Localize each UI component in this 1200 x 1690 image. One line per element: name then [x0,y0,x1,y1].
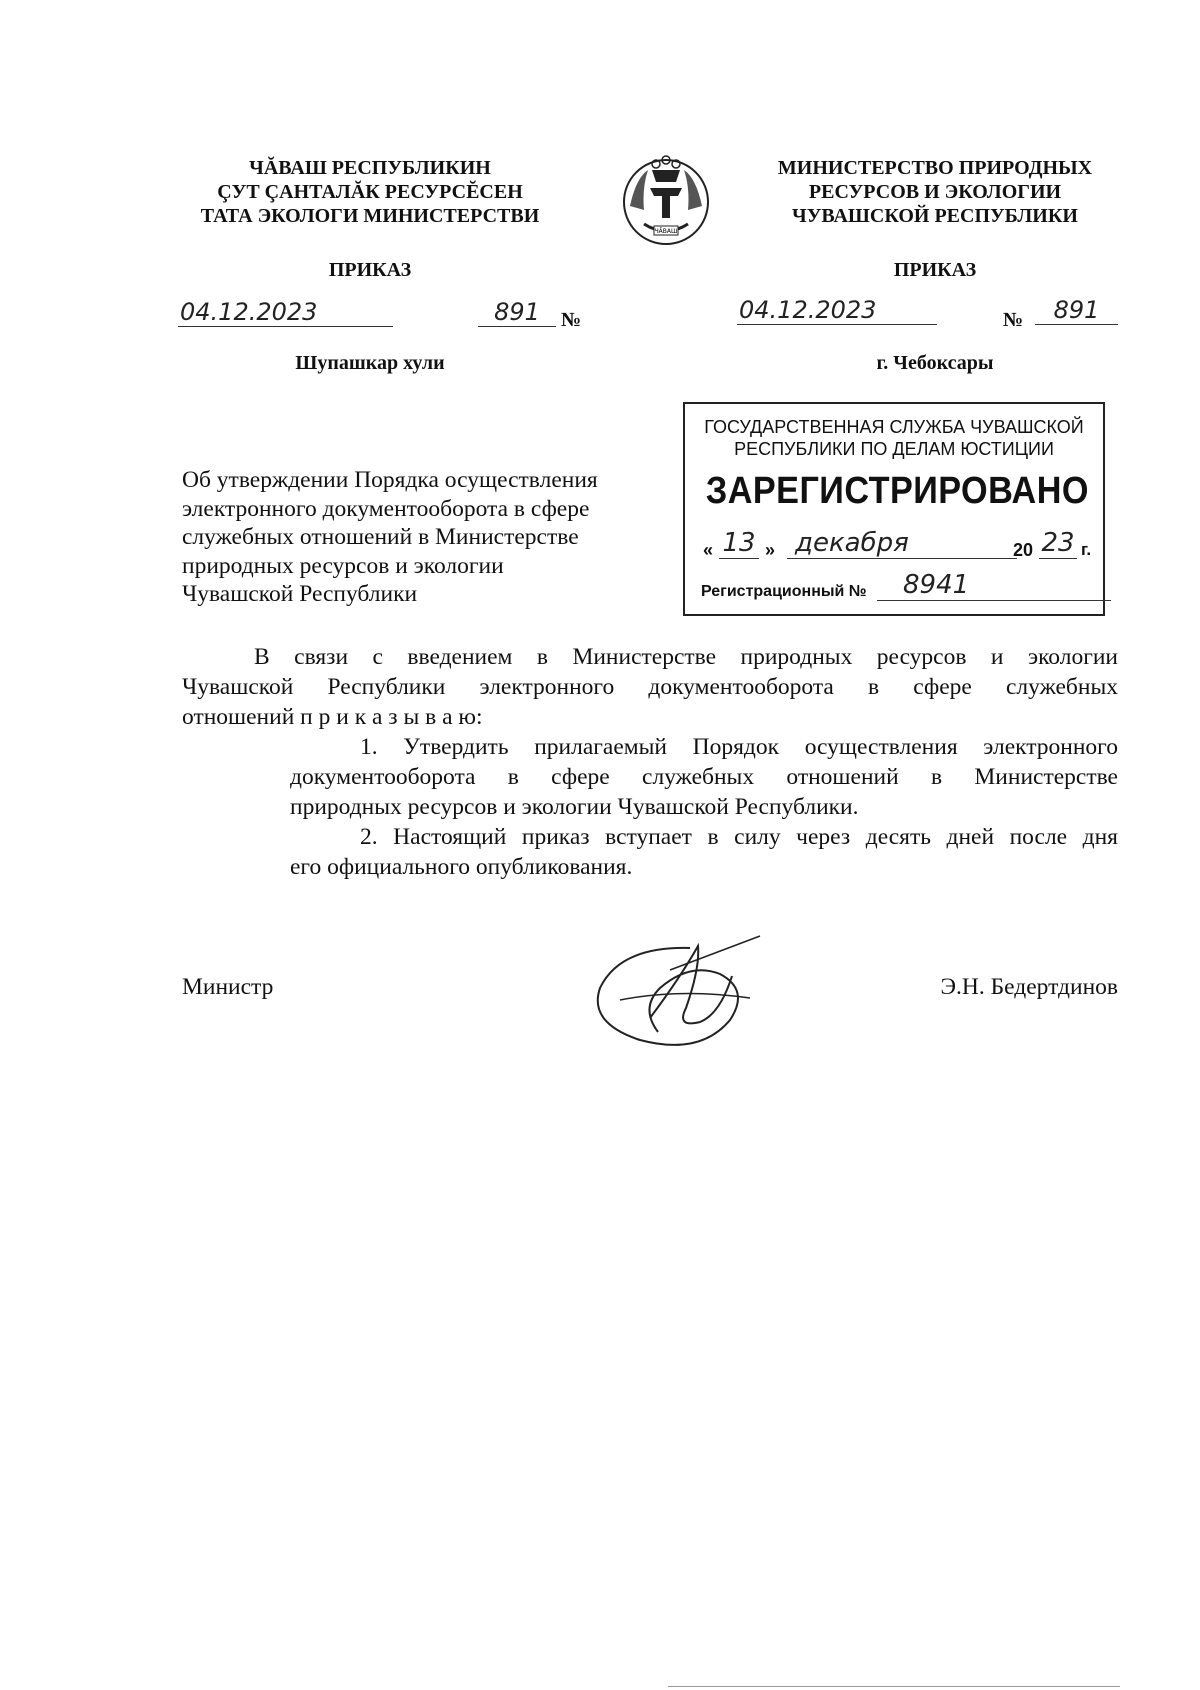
intro-line: отношений п р и к а з ы в а ю: [182,704,483,730]
item-line: 2. Настоящий приказ вступает в силу через десять дней после дня [360,824,1118,850]
header-left-number-sign: № [561,309,582,331]
header-right-line: РЕСУРСОВ И ЭКОЛОГИИ [808,181,1062,203]
stamp-year-prefix: 20 [1013,540,1034,560]
coat-of-arms-label: ЧĂВАШ [654,228,678,235]
item-line: 1. Утвердить прилагаемый Порядок осуществления электронного [360,734,1118,760]
stamp-agency-line: ГОСУДАРСТВЕННАЯ СЛУЖБА ЧУВАШСКОЙ [704,417,1084,437]
item-line: его официального опубликования. [290,854,633,880]
header-right-ministry [735,156,1135,228]
stamp-day: 13 [719,528,759,559]
header-left-line: ÇУТ ÇАНТАЛĂК РЕСУРСĔСЕН [217,181,523,203]
signature-scrawl [580,928,790,1068]
header-right-city: г. Чебоксары [876,352,994,374]
subject-line: электронного документооборота в сфере [182,495,590,522]
stamp-quote-close: » [765,540,776,560]
stamp-year-unit: г. [1081,540,1092,559]
stamp-agency-line: РЕСПУБЛИКИ ПО ДЕЛАМ ЮСТИЦИИ [734,439,1054,459]
scan-edge-line [668,1686,1120,1687]
header-right-number: 891 [1035,296,1118,325]
stamp-reg-number: 8941 [877,570,1111,601]
order-intro [182,642,1118,732]
intro-line: Чувашской Республики электронного документооборота в сфере служебных [182,674,1118,700]
stamp-year-suffix: 23 [1039,528,1077,559]
subject-line: Об утверждении Порядка осуществления [182,467,598,493]
item-line: документооборота в сфере служебных отношений в Министерстве [290,764,1118,790]
header-right-line: ЧУВАШСКОЙ РЕСПУБЛИКИ [792,205,1078,227]
header-left-line: ЧĂВАШ РЕСПУБЛИКИН [249,157,491,179]
header-left-number: 891 [478,298,556,327]
item-line: природных ресурсов и экологии Чувашской Республики. [290,794,859,820]
header-left-line: ТАТА ЭКОЛОГИ МИНИСТЕРСТВИ [200,205,540,227]
header-right-order-title: ПРИКАЗ [893,259,977,281]
subject-line: природных ресурсов и экологии [182,552,504,579]
header-right-date: 04.12.2023 [737,296,937,325]
stamp-status: ЗАРЕГИСТРИРОВАНО [705,470,1089,512]
header-left-order-title: ПРИКАЗ [328,259,412,281]
stamp-quote-open: « [703,540,714,560]
header-left-city: Шупашкар хули [295,352,445,374]
header-right-line: МИНИСТЕРСТВО ПРИРОДНЫХ [777,157,1093,179]
coat-of-arms [616,148,716,248]
order-subject [182,466,652,609]
stamp-month: декабря [787,528,1017,559]
subject-line: служебных отношений в Министерстве [182,524,579,550]
signature-position: Министр [182,974,274,1000]
header-left-ministry [170,156,570,228]
registration-stamp [683,402,1105,616]
signature-name: Э.Н. Бедертдинов [940,974,1118,1000]
order-item-2 [290,822,1118,882]
order-item-1 [290,732,1118,822]
subject-line: Чувашской Республики [182,581,418,607]
header-left-date: 04.12.2023 [178,298,393,327]
stamp-reg-label: Регистрационный № [701,583,867,600]
intro-line: В связи с введением в Министерстве природных ресурсов и экологии [254,644,1118,670]
header-right-number-sign: № [1003,309,1024,331]
stamp-agency [685,416,1103,460]
